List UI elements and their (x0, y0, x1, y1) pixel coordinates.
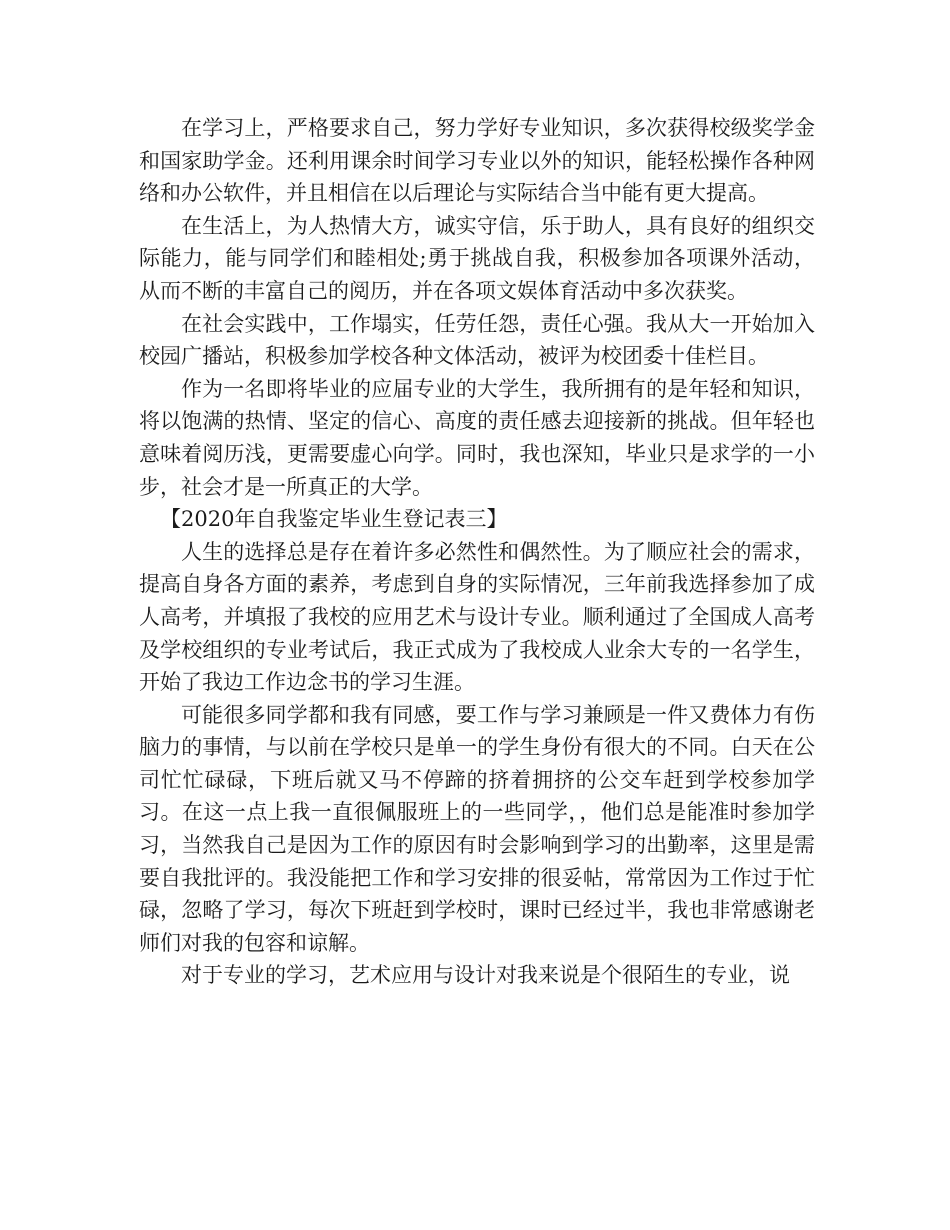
paragraph-life: 在生活上，为人热情大方，诚实守信，乐于助人，具有良好的组织交际能力，能与同学们和睦相处;勇于挑战自我，积极参加各项课外活动，从而不断的丰富自己的阅历，并在各项文娱体育活动中多次获奖。 (139, 213, 815, 303)
paragraph-study: 在学习上，严格要求自己，努力学好专业知识，多次获得校级奖学金和国家助学金。还利用课余时间学习专业以外的知识，能轻松操作各种网络和办公软件，并且相信在以后理论与实际结合当中能有更大提高。 (139, 116, 815, 206)
paragraph-work-study: 可能很多同学都和我有同感，要工作与学习兼顾是一件又费体力有伤脑力的事情，与以前在学校只是单一的学生身份有很大的不同。白天在公司忙忙碌碌，下班后就又马不停蹄的挤着拥挤的公交车赶到学校参加学习。在这一点上我一直很佩服班上的一些同学，，他们总是能准时参加学习，当然我自己是因为工作的原因有时会影响到学习的出勤率，这里是需要自我批评的。我没能把工作和学习安排的很妥帖，常常因为工作过于忙碌，忽略了学习，每次下班赶到学校时，课时已经过半，我也非常感谢老师们对我的包容和谅解。 (139, 702, 815, 955)
paragraph-graduate: 作为一名即将毕业的应届专业的大学生，我所拥有的是年轻和知识，将以饱满的热情、坚定的信心、高度的责任感去迎接新的挑战。但年轻也意味着阅历浅，更需要虚心向学。同时，我也深知，毕业只是求学的一小步，社会才是一所真正的大学。 (139, 376, 815, 499)
paragraph-social-practice: 在社会实践中，工作塌实，任劳任怨，责任心强。我从大一开始加入校园广播站，积极参加学校各种文体活动，被评为校团委十佳栏目。 (139, 311, 815, 369)
section-heading: 【2020年自我鉴定毕业生登记表三】 (160, 507, 508, 532)
document-body (139, 112, 815, 992)
paragraph-major-study: 对于专业的学习，艺术应用与设计对我来说是个很陌生的专业，说 (181, 963, 790, 988)
paragraph-life-choice: 人生的选择总是存在着许多必然性和偶然性。为了顺应社会的需求，提高自身各方面的素养，考虑到自身的实际情况，三年前我选择参加了成人高考，并填报了我校的应用艺术与设计专业。顺利通过了全国成人高考及学校组织的专业考试后，我正式成为了我校成人业余大专的一名学生，开始了我边工作边念书的学习生涯。 (139, 539, 815, 695)
